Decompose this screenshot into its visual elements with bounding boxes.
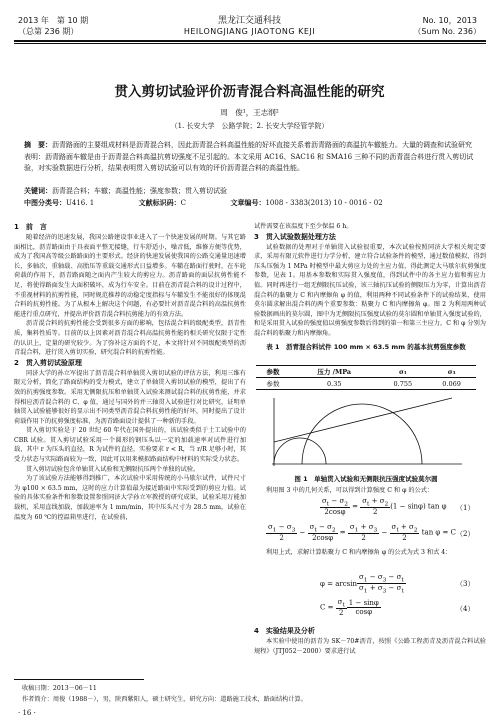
sum-issue-label: （Sum No. 236） (413, 27, 481, 36)
journal-name: 黑龙江交通科技 (217, 16, 281, 26)
clc-value: U416. 1 (66, 199, 95, 207)
paragraph: 利用上式，求解计算粘聚力 C 和内摩擦角 φ 的公式为式 3 和式 4： (266, 549, 452, 556)
right-column-eq-intro-2 (254, 548, 486, 558)
paragraph: 利用图 3 中的几何关系，可以得到计算强度 C 和 φ 的公式： (266, 487, 434, 494)
keywords (24, 186, 476, 198)
paragraph: 沥青混合料的抗剪性能会受到很多方面的影响，包括混合料的级配类型，沥青性质，集料性质等。目前的以上因素对沥青混合料高温抗剪性能的相关研究仅限于定性的认识上，定量的研究较少。为了弥补这方面的不足，本文将针对不同级配类型的沥青混合料，进行贯入剪切实验，研究混合料的抗剪性能。 (14, 320, 246, 357)
mohr-circle-figure (262, 392, 472, 472)
equation-number: （1） (456, 504, 475, 512)
table-header-cell: σ₃ (447, 367, 456, 376)
keywords-text: 沥青混合料；车辙；高温性能；强度参数；贯入剪切试验 (52, 187, 227, 195)
header-rule (14, 40, 486, 42)
table-header-cell: 参数 (266, 368, 280, 376)
header-rule-thin (14, 43, 486, 44)
equation-4: C = $\frac{\sigma_t}{2}$ $\frac{1 - \sin\varphi}{\cos\varphi}$ (320, 598, 379, 618)
table-cell: 0.755 (393, 379, 413, 388)
paragraph: 试件需要在该温度下至少保温 6 h。 (254, 223, 353, 230)
paragraph: 为了该试验方法能够得到推广，本次试验中采用传统的小马歇尔试件，试件尺寸为 φ100 × 63.5 mm，这时的应力计算值最为接近路面中实际受到的剪应力值。试验的具体实验条件和参数设置参照同济大学孙立军教授的研究成果，试验采用万能加载机，采用直线加载，加载速率为 1 mm/min，其中压头尺寸为 28.5 mm，试验在温度为 60 ℃的控温箱里进行，在试验前， (14, 475, 246, 521)
equation-1: $\frac{\sigma_t - \sigma_2}{2\cos\varphi}$ = $\frac{\sigma_t + \sigma_2}{2}$ (1 − sinφ) tan φ (322, 497, 447, 517)
issue-label-en: No. 10，2013 (422, 16, 477, 25)
section-heading: 1 前 言 (14, 223, 47, 231)
article-number-value: 1008 - 3383(2013) 10 - 0016 - 02 (265, 199, 383, 207)
paragraph: 随着经济的迅速发展，我国公路建设事业进入了一个快速发展的时期。与其它路面相比，沥青路面由于具表面平整无接缝，行车舒适小，噪音低，维修方便等优势，成为了我国高等级公路路面的主要形式。经济的快速发展使我国的公路交通量迅速增长，多轴次、重轴载、高胎压等重载交通形式日益增多。车辙在路面行驶时，在车轮荷载的作用下，沥青路面随之面内产生较大的剪应力。沥青路面的面层抗剪性能不足，将使得路面发生大面积破坏，成为行车安全。目前在沥青混合料的设计过程中，不重视材料的抗剪性能，同时规范推荐的动稳定度指标与车辙发生不能很好的体现混合料的抗剪性能。为了从根本上解决这个问题，有必要针对沥青混合料的高温抗剪性能进行重点研究，并提出评价沥青混合料抗剪能力的有效方法。 (14, 234, 246, 318)
paragraph: 同济大学的孙立军提出了沥青混合料单轴贯入剪切试验的评估方法，利用三维有限元分析，简化了路面结构的受力模式，建立了单轴贯入剪切试验的模型，提出了有效的抗剪强度参数。采用无侧限抗压和单轴贯入试验来测试混合料的抗剪性能，并求得相应沥青混合料的 C、φ 值，通过与国外的并三轴贯入试验进行对比研究，证明单轴贯入试验能够很好的显示出不同类型沥青混合料抗剪性能的好坏，同时提出了设计荷载作用下的抗剪强度标准，为沥青路面设计提供了一种新的手段。 (14, 369, 246, 425)
table-header-cell: 压力 /MPa (317, 368, 352, 376)
journal-name-en: HEILONGJIANG JIAOTONG KEJI (183, 27, 316, 36)
affiliation: （1. 长安大学 公路学院；2. 长安大学经管学院） (170, 122, 329, 130)
right-column-eq-intro (254, 486, 486, 496)
paragraph: 试验数据的处理对于单轴贯入试验很重要，本次试验按照同济大学相关规定要求，采用有限元软件进行力学分析，建立符合试验条件的模型，通过数值模拟，得到压头压强为 1 MPa 时模型中最大剪应力处的主应力值，得此测定大马歇尔抗剪强度参数，见表 1。用基本参数和实际贯入强度值，得到试件中的各主应力值和剪应力值。同时再进行一组无侧限抗压试验，该三轴抗压试验的侧限压力为零，计算出沥青混合料的黏聚力 C 和内摩擦角 φ 的值，利用两种不同试验条件下的试验结果，使用莫尔圆求解出混合料的两个重要参数：粘聚力 C 和内摩擦角 φ。图 2 为利用两种试验数据画出的莫尔圆，图中为无侧限抗压强度试验的莫尔圆和单轴贯入强度试验的，和是采用贯入试验的强度值以剪强度参数后得到的第一和第三主应力，C 和 φ 分别为混合料的粘聚力和内摩擦角。 (254, 243, 486, 337)
equation-number: （4） (456, 605, 475, 613)
abstract (24, 140, 476, 175)
uniaxial-penetration-circle (302, 404, 422, 464)
total-issue-label: （总第 236 期） (18, 27, 79, 36)
table-caption: 表 1 沥青混合料试件 100 mm × 63.5 mm 的基本抗剪强度参数 (266, 343, 466, 351)
table-cell: 0.35 (327, 379, 342, 388)
doc-code-label: 文献标识码： (138, 199, 181, 207)
equation-number: （3） (456, 580, 475, 588)
footnote-rule (14, 679, 144, 680)
author-bio: 作者简介：周俊（1988－），男，陕西紫阳人，硕士研究生，研究方向：道路施工技术，路面结构计算。 (22, 696, 307, 703)
table-cell: 0.069 (442, 379, 461, 388)
figure-caption: 图 1 单轴贯入试验和无侧限抗压强度试验莫尔圆 (294, 475, 438, 483)
abstract-label: 摘 要： (24, 141, 52, 149)
received-date: 收稿日期：2013－06－11 (22, 685, 97, 692)
table-row (256, 378, 476, 390)
right-column-results (254, 626, 486, 656)
page-number: · 16 · (18, 709, 36, 717)
failure-envelope (274, 398, 452, 442)
article-title: 贯入剪切试验评价沥青混合料高温性能的研究 (114, 84, 385, 100)
keywords-label: 关键词： (24, 187, 52, 195)
paragraph: 贯入剪切试验包含单轴贯入试验和无侧限抗压两个单独的试验。 (26, 465, 200, 473)
left-column (14, 222, 246, 522)
issue-label: 2013 年 第 10 期 (18, 16, 89, 25)
paragraph: 贯入剪切实验是于 20 世纪 60 年代在国外提出的，该试验类似于土工试验中的 CBR 试验。贯入剪切试验采用一个圆形的钢压头以一定的加载速率对试件进行加载，其中 r 为压头的直径，R 为试件的直径，实验要求 r < R，当 r/R 足够小时，其受力状态与实际路面较为一致，因此可以用来模拟路面结构中材料的实际受力状态。 (14, 427, 246, 464)
classification (24, 198, 476, 210)
clc-label: 中图分类号： (24, 199, 66, 207)
equation-number: （2） (456, 530, 475, 538)
unconfined-compression-circle (274, 438, 326, 464)
equation-3: φ = arcsin $\frac{\sigma_1 - \sigma_3 - \sigma_t}{\sigma_1 + \sigma_3 - \sigma_t}$ (320, 573, 404, 595)
right-column (254, 222, 486, 339)
abstract-text: 沥青路面的主要组成材料是沥青混合料，因此沥青混合料高温性能的好坏直接关系着沥青路面的高温抗车辙能力。大量的调查和试验研究表明：沥青路面车辙是由于沥青混合料高温抗剪切强度不足引起的。本文采用 AC16、SAC16 和 SMA16 三种不同的沥青混合料进行贯入剪切试验，对实验数据进行分析，结果表明贯入剪切试验可以有效的评价沥青混合料的高温性能。 (24, 141, 474, 172)
table-cell: 参数 (266, 380, 280, 388)
doc-code-value: C (180, 199, 186, 207)
equation-2: $\frac{\sigma_1 - \sigma_3}{2}$ − $\frac{\sigma_t - \sigma_2}{2\cos\varphi}$ = $\frac{\sigma_1 + \sigma_3}{2}$ − $\frac{\sigma_t + \sigma_2}{2}$ tan φ = C (268, 523, 457, 543)
strength-parameter-table (256, 365, 476, 390)
article-number-label: 文章编号： (230, 199, 266, 207)
table-header-cell: σ₁ (399, 367, 407, 376)
section-heading: 2 贯入剪切试验原理 (14, 358, 82, 367)
section-heading: 4 实验结果及分析 (254, 627, 315, 635)
section-heading: 3 贯入试验数据处理方法 (254, 232, 336, 241)
paragraph: 本实验中使用的沥青为 SK－70#沥青，按照《公路工程沥青及沥青混合料试验规程》（JTJ052－2000）要求进行试 (254, 638, 486, 655)
authors: 周 俊¹，王志纲² (220, 108, 279, 117)
